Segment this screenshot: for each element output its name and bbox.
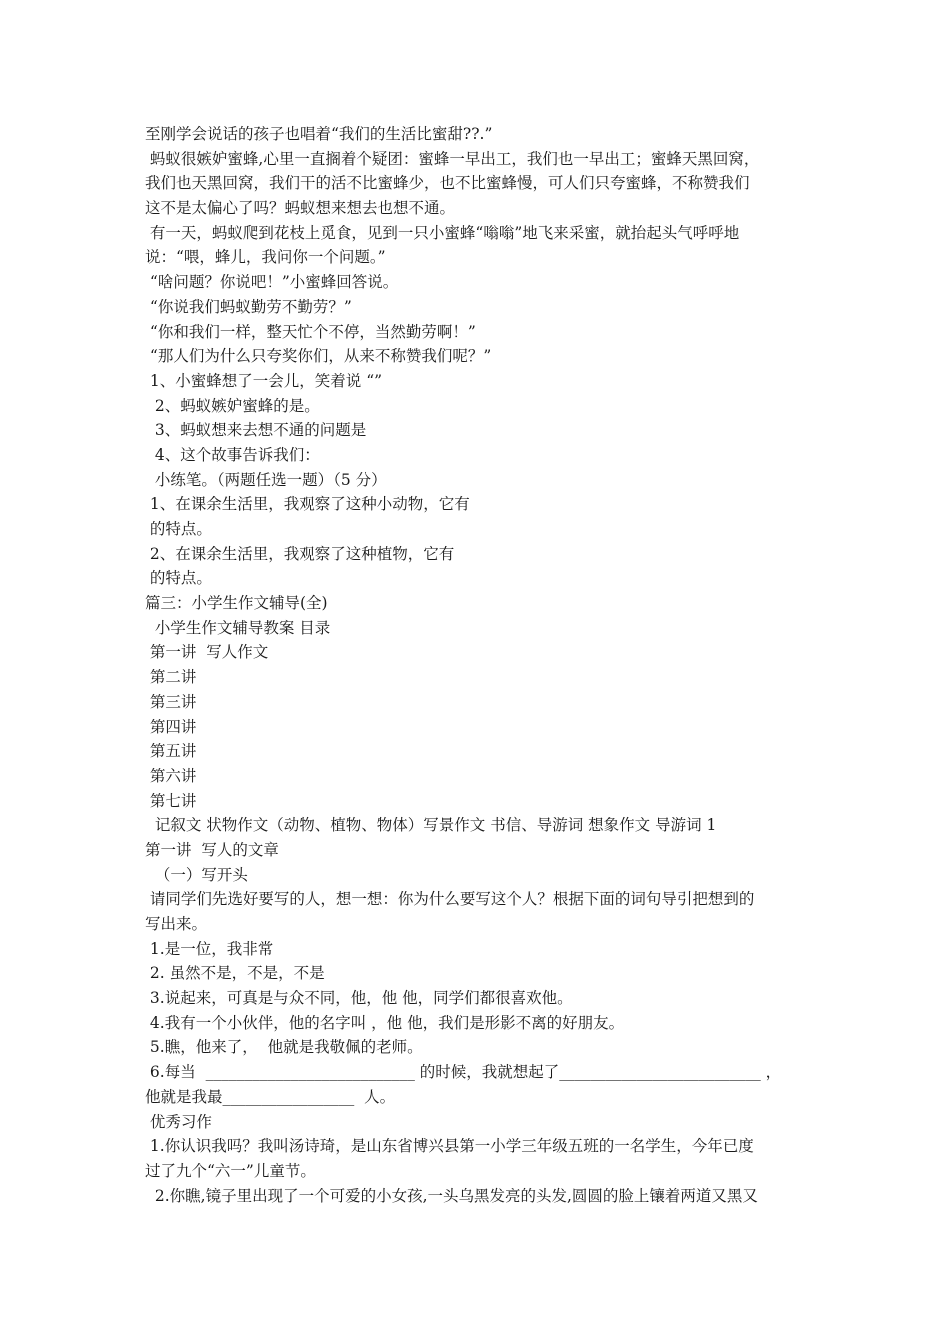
prompt-line: 他就是我最_________________ 人。 [145, 1087, 396, 1106]
prompt-line: 5.瞧，他来了， 他就是我敬佩的老师。 [145, 1038, 423, 1057]
text-line: 请同学们先选好要写的人，想一想：你为什么要写这个人？根据下面的词句导引把想到的 [145, 890, 755, 909]
text-line: 2、在课余生活里，我观察了这种植物，它有 [145, 544, 455, 563]
text-line: 1、在课余生活里，我观察了这种小动物，它有 [145, 495, 470, 514]
toc-item: 第三讲 [145, 692, 197, 711]
toc-title: 小学生作文辅导教案 目录 [145, 618, 331, 637]
toc-item: 第一讲 写人作文 [145, 643, 269, 662]
text-line: 的特点。 [145, 569, 212, 588]
question-line: 2、蚂蚁嫉妒蜜蜂的是。 [145, 396, 320, 415]
exercise-heading: 小练笔。（两题任选一题）（5 分） [145, 470, 387, 489]
toc-item: 第五讲 [145, 742, 197, 761]
prompt-line: 2. 虽然不是，不是，不是 [145, 964, 325, 983]
text-line: 说：“喂，蜂儿，我问你一个问题。” [145, 248, 386, 267]
text-line: 写出来。 [145, 915, 208, 933]
lecture-heading: 第一讲 写人的文章 [145, 840, 279, 859]
text-line: 这不是太偏心了吗？蚂蚁想来想去也想不通。 [145, 199, 456, 218]
text-line: 蚂蚁很嫉妒蜜蜂,心里一直搁着个疑团：蜜蜂一早出工，我们也一早出工；蜜蜂天黑回窝， [145, 149, 760, 168]
text-line: “那人们为什么只夸奖你们，从来不称赞我们呢？” [145, 347, 492, 366]
text-line: 过了九个“六一”儿童节。 [145, 1161, 316, 1180]
text-line: “啥问题？你说吧！”小蜜蜂回答说。 [145, 273, 399, 292]
toc-topics: 记叙文 状物作文（动物、植物、物体）写景作文 书信、导游词 想象作文 导游词 1 [145, 816, 717, 835]
toc-item: 第七讲 [145, 791, 197, 810]
text-line: 我们也天黑回窝，我们干的活不比蜜蜂少，也不比蜜蜂慢，可人们只夸蜜蜂，不称赞我们 [145, 174, 750, 193]
section-heading: 篇三：小学生作文辅导(全) [145, 594, 328, 613]
question-line: 4、这个故事告诉我们： [145, 445, 320, 464]
toc-item: 第六讲 [145, 766, 197, 785]
text-line: 至刚学会说话的孩子也唱着“我们的生活比蜜甜??.” [145, 125, 493, 143]
toc-item: 第四讲 [145, 717, 197, 736]
text-line: “你和我们一样，整天忙个不停，当然勤劳啊！” [145, 322, 476, 341]
text-line: 的特点。 [145, 520, 212, 538]
prompt-line: 3.说起来，可真是与众不同，他，他 他，同学们都很喜欢他。 [145, 989, 573, 1008]
prompt-line: 1.是一位，我非常 [145, 939, 274, 958]
document-body [145, 122, 825, 1208]
question-line: 1、小蜜蜂想了一会儿，笑着说 “” [145, 371, 383, 390]
text-line: 2.你瞧,镜子里出现了一个可爱的小女孩,一头乌黑发亮的头发,圆圆的脸上镶着两道又黑又 [145, 1186, 758, 1205]
subsection-heading: （一）写开头 [145, 865, 248, 884]
text-line: 有一天，蚂蚁爬到花枝上觅食，见到一只小蜜蜂“嗡嗡”地飞来采蜜，就抬起头气呼呼地 [145, 223, 740, 242]
prompt-line: 4.我有一个小伙伴，他的名字叫 ，他 他，我们是形影不离的好朋友。 [145, 1013, 625, 1032]
text-line: 1.你认识我吗？我叫汤诗琦，是山东省博兴县第一小学三年级五班的一名学生，今年已度 [145, 1137, 754, 1156]
text-line: “你说我们蚂蚁勤劳不勤劳？” [145, 297, 352, 316]
prompt-line: 6.每当 ___________________________ 的时候，我就想起了__________________________ ， [145, 1063, 782, 1082]
toc-item: 第二讲 [145, 668, 197, 687]
question-line: 3、蚂蚁想来去想不通的问题是 [145, 421, 367, 440]
subsection-heading: 优秀习作 [145, 1112, 212, 1131]
